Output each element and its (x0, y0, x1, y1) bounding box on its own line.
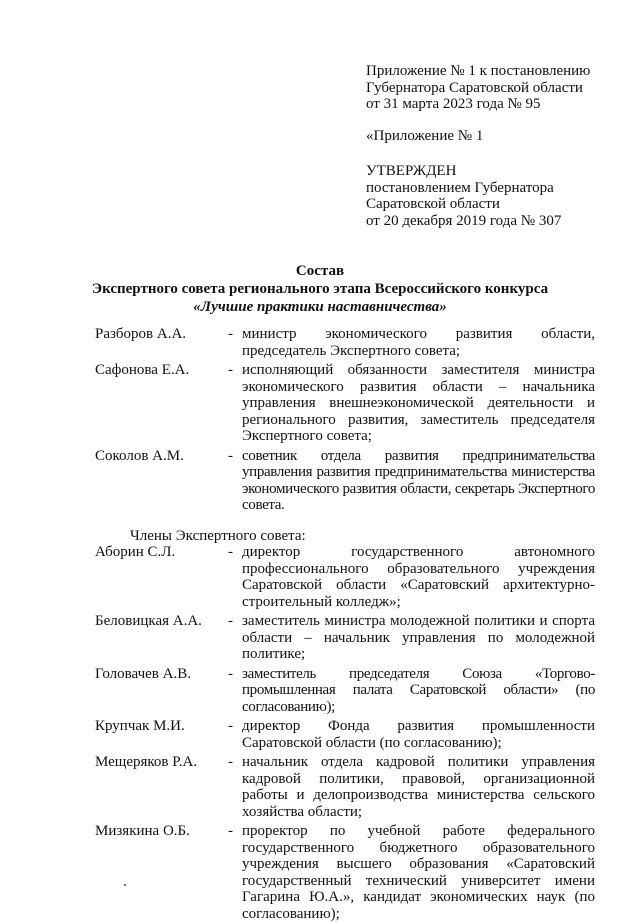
member-description: проректор по учебной работе федерального государственного бюджетного образовательного учреждения высшего образования «Саратовский государственный технический университет имени Гагарина Ю.А.», кандидат экономических наук (по согласованию); (242, 823, 595, 922)
member-dash: - (228, 447, 233, 464)
member-dash: - (228, 362, 233, 378)
header-line: от 31 марта 2023 года № 95 (366, 96, 541, 112)
member-description: заместитель председателя Союза «Торгово-промышленная палата Саратовской области» (по согласованию); (242, 665, 595, 715)
approved-line: Саратовской области (366, 196, 500, 212)
member-name: Мещеряков Р.А. (95, 754, 198, 770)
header-line: Приложение № 1 к постановлению (366, 63, 591, 79)
scan-speck (124, 884, 126, 886)
member-row (95, 718, 595, 751)
member-description: заместитель министра молодежной политики и спорта области – начальник управления по молодежной политике; (242, 613, 595, 662)
title-line: Экспертного совета регионального этапа Всероссийского конкурса (91, 281, 549, 297)
member-dash: - (228, 754, 233, 770)
member-name: Разборов А.А. (95, 326, 187, 342)
approved-line: от 20 декабря 2019 года № 307 (366, 212, 562, 229)
members-heading: Члены Экспертного совета: (130, 527, 306, 544)
member-name: Мизякина О.Б. (95, 823, 190, 839)
approved-line: постановлением Губернатора (366, 179, 554, 196)
member-name: Сафонова Е.А. (95, 362, 190, 378)
member-dash: - (228, 326, 233, 342)
member-row (95, 448, 595, 514)
member-name: Крупчак М.И. (95, 718, 185, 734)
member-dash: - (228, 613, 233, 629)
appendix-header (366, 63, 626, 113)
member-row (95, 754, 595, 820)
member-name: Аборин С.Л. (95, 544, 176, 560)
title-line: Состав (295, 263, 345, 279)
document-title (0, 262, 640, 316)
member-name: Головачев А.В. (95, 665, 191, 682)
approval-stamp (366, 163, 626, 229)
member-row (95, 544, 595, 610)
member-name: Беловицкая А.А. (95, 613, 202, 629)
appendix-label: «Приложение № 1 (366, 128, 484, 144)
member-description: министр экономического развития области, председатель Экспертного совета; (242, 326, 595, 359)
member-dash: - (228, 718, 233, 734)
member-row (95, 362, 595, 445)
member-dash: - (228, 823, 233, 839)
member-name: Соколов А.М. (95, 447, 184, 464)
member-description: директор Фонда развития промышленности Саратовской области (по согласованию); (242, 718, 595, 751)
member-description: директор государственного автономного профессионального образовательного учреждения Саратовской области «Саратовский архитектурно-строительный колледж»; (242, 544, 595, 610)
approved-line: УТВЕРЖДЕН (366, 163, 457, 179)
title-line: «Лучшие практики наставничества» (193, 299, 447, 315)
member-row (95, 326, 595, 359)
member-dash: - (228, 665, 233, 682)
member-description: советник отдела развития предпринимательства управления развития предпринимательства министерства экономического развития области, секретарь Экспертного совета. (242, 447, 595, 513)
member-row (95, 666, 595, 716)
council-composition (95, 326, 595, 922)
member-dash: - (228, 544, 233, 560)
member-description: исполняющий обязанности заместителя министра экономического развития области – начальника управления внешнеэкономической деятельности и регионального развития, заместитель председателя Экспертного совета; (242, 362, 595, 444)
header-line: Губернатора Саратовской области (366, 79, 583, 96)
member-row (95, 823, 595, 922)
member-row (95, 613, 595, 663)
member-description: начальник отдела кадровой политики управления кадровой политики, правовой, организационной работы и делопроизводства министерства сельского хозяйства области; (242, 754, 595, 820)
